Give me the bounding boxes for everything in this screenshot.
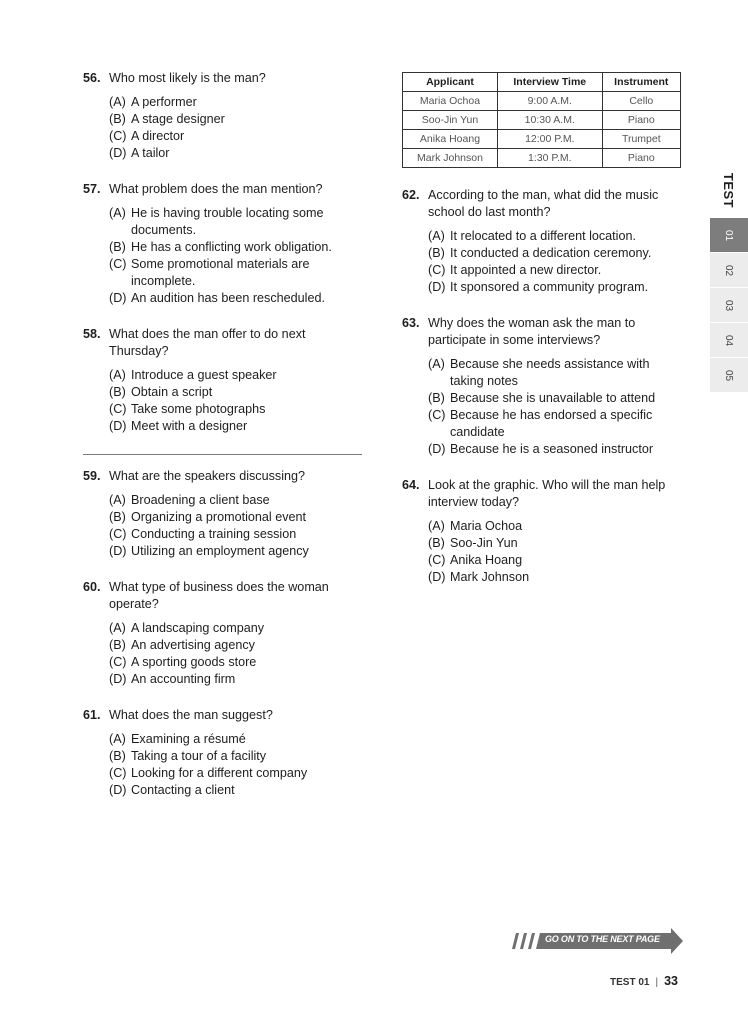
tab-test-04[interactable] [710, 323, 748, 357]
question-text: Look at the graphic. Who will the man help interview today? [428, 478, 666, 509]
option-text: Because he is a seasoned instructor [450, 442, 654, 456]
answer-option [109, 731, 363, 748]
option-letter: (C) [428, 408, 446, 422]
option-letter: (A) [428, 229, 445, 243]
option-text: A director [131, 129, 185, 143]
answer-option [109, 509, 363, 526]
section-divider [83, 454, 362, 455]
answer-option [109, 765, 363, 782]
option-letter: (D) [109, 419, 127, 433]
answer-option [109, 401, 363, 418]
option-text: Obtain a script [131, 385, 213, 399]
question-number: 59. [83, 469, 101, 483]
tab-test-05[interactable] [710, 358, 748, 392]
table-header-row [403, 73, 681, 92]
option-letter: (B) [109, 112, 126, 126]
answer-option [109, 128, 363, 145]
answer-option [428, 407, 682, 441]
table-cell: Maria Ochoa [403, 92, 498, 111]
table-cell: Piano [602, 149, 680, 168]
answer-option [109, 367, 363, 384]
table-header-cell: Interview Time [497, 73, 602, 92]
question-number: 62. [402, 188, 420, 202]
option-letter: (B) [109, 749, 126, 763]
option-text: A landscaping company [131, 621, 265, 635]
option-letter: (B) [109, 510, 126, 524]
question-text: Why does the woman ask the man to participate in some interviews? [428, 316, 636, 347]
option-letter: (D) [109, 672, 127, 686]
tab-test-03[interactable] [710, 288, 748, 322]
table-row [403, 149, 681, 168]
option-letter: (C) [109, 527, 127, 541]
answer-option [109, 637, 363, 654]
option-text: Utilizing an employment agency [131, 544, 309, 558]
answer-option [109, 782, 363, 799]
option-text: Take some photographs [131, 402, 266, 416]
answer-option [109, 654, 363, 671]
option-text: Organizing a promotional event [131, 510, 307, 524]
table-cell: Soo-Jin Yun [403, 111, 498, 130]
option-letter: (B) [428, 246, 445, 260]
option-letter: (B) [428, 391, 445, 405]
table-cell: 9:00 A.M. [497, 92, 602, 111]
option-text: It conducted a dedication ceremony. [450, 246, 652, 260]
option-text: It sponsored a community program. [450, 280, 649, 294]
question-number: 64. [402, 478, 420, 492]
answer-option [109, 526, 363, 543]
answer-option [428, 552, 682, 569]
option-text: He is having trouble locating some documents. [131, 206, 324, 237]
tab-test-01[interactable] [710, 218, 748, 252]
option-letter: (C) [109, 257, 127, 271]
option-text: Soo-Jin Yun [450, 536, 518, 550]
question-number: 61. [83, 708, 101, 722]
answer-option [109, 205, 363, 239]
option-text: Maria Ochoa [450, 519, 523, 533]
option-text: Because she is unavailable to attend [450, 391, 656, 405]
option-letter: (C) [109, 402, 127, 416]
option-text: Taking a tour of a facility [131, 749, 267, 763]
question-number: 57. [83, 182, 101, 196]
option-text: Looking for a different company [131, 766, 308, 780]
option-text: Meet with a designer [131, 419, 248, 433]
option-letter: (C) [428, 263, 446, 277]
question-number: 56. [83, 71, 101, 85]
table-row [403, 92, 681, 111]
answer-option [109, 418, 363, 435]
option-letter: (A) [109, 621, 126, 635]
interview-schedule-table [402, 72, 681, 168]
answer-option [428, 535, 682, 552]
table-cell: Anika Hoang [403, 130, 498, 149]
option-text: An accounting firm [131, 672, 236, 686]
answer-option [109, 671, 363, 688]
question [83, 707, 363, 799]
option-text: Mark Johnson [450, 570, 530, 584]
option-letter: (A) [109, 732, 126, 746]
question [402, 315, 682, 458]
go-next-page-text: GO ON TO THE NEXT PAGE [545, 934, 660, 944]
left-column [83, 70, 363, 818]
option-text: He has a conflicting work obligation. [131, 240, 332, 254]
option-text: An audition has been rescheduled. [131, 291, 325, 305]
option-text: Because she needs assistance with taking notes [450, 357, 650, 388]
option-letter: (A) [109, 95, 126, 109]
option-text: A sporting goods store [131, 655, 257, 669]
option-letter: (A) [109, 493, 126, 507]
option-letter: (C) [109, 766, 127, 780]
answer-option [428, 245, 682, 262]
option-letter: (D) [428, 570, 446, 584]
option-letter: (D) [109, 783, 127, 797]
answer-option [428, 518, 682, 535]
option-letter: (D) [109, 146, 127, 160]
answer-option [109, 748, 363, 765]
stripe-mark [512, 933, 519, 949]
option-letter: (A) [109, 206, 126, 220]
option-letter: (B) [109, 638, 126, 652]
answer-option [109, 620, 363, 637]
option-text: Introduce a guest speaker [131, 368, 277, 382]
table-header-cell: Applicant [403, 73, 498, 92]
answer-option [428, 390, 682, 407]
option-letter: (A) [428, 357, 445, 371]
answer-option [109, 111, 363, 128]
page-footer [580, 972, 678, 990]
answer-option [109, 145, 363, 162]
answer-option [109, 239, 363, 256]
question [83, 181, 363, 307]
table-cell: Trumpet [602, 130, 680, 149]
option-letter: (D) [109, 291, 127, 305]
question [83, 326, 363, 435]
option-text: A stage designer [131, 112, 225, 126]
question-text: What does the man suggest? [109, 708, 273, 722]
table-cell: 10:30 A.M. [497, 111, 602, 130]
option-letter: (A) [109, 368, 126, 382]
table-cell: Piano [602, 111, 680, 130]
option-text: Because he has endorsed a specific candidate [450, 408, 653, 439]
option-letter: (B) [109, 385, 126, 399]
right-column [402, 70, 682, 605]
answer-option [428, 356, 682, 390]
question [83, 70, 363, 162]
option-text: Anika Hoang [450, 553, 523, 567]
answer-option [109, 290, 363, 307]
question-text: What problem does the man mention? [109, 182, 323, 196]
page-number: 33 [664, 974, 678, 988]
option-text: An advertising agency [131, 638, 255, 652]
stripe-mark [520, 933, 527, 949]
question-group-a [83, 70, 363, 435]
answer-option [428, 441, 682, 458]
table-cell: 12:00 P.M. [497, 130, 602, 149]
option-letter: (B) [109, 240, 126, 254]
footer-separator: | [655, 977, 659, 988]
tab-label: 04 [723, 334, 735, 346]
answer-option [109, 492, 363, 509]
answer-option [428, 262, 682, 279]
stripe-mark [528, 933, 535, 949]
question-number: 60. [83, 580, 101, 594]
test-section-label: TEST [721, 172, 737, 208]
question [83, 579, 363, 688]
question-text: What are the speakers discussing? [109, 469, 306, 483]
option-text: Examining a résumé [131, 732, 246, 746]
answer-option [428, 569, 682, 586]
question-number: 63. [402, 316, 420, 330]
option-letter: (D) [109, 544, 127, 558]
tab-label: 03 [723, 299, 735, 311]
option-letter: (D) [428, 442, 446, 456]
table-cell: 1:30 P.M. [497, 149, 602, 168]
option-letter: (C) [109, 655, 127, 669]
question-text: What does the man offer to do next Thursday? [109, 327, 306, 358]
table-row [403, 111, 681, 130]
tab-label: 01 [723, 229, 735, 241]
option-text: Conducting a training session [131, 527, 297, 541]
table-cell: Cello [602, 92, 680, 111]
option-text: Broadening a client base [131, 493, 270, 507]
option-text: It appointed a new director. [450, 263, 602, 277]
table-cell: Mark Johnson [403, 149, 498, 168]
option-text: Contacting a client [131, 783, 235, 797]
table-header-cell: Instrument [602, 73, 680, 92]
option-letter: (D) [428, 280, 446, 294]
option-letter: (B) [428, 536, 445, 550]
answer-option [428, 228, 682, 245]
answer-option [109, 94, 363, 111]
option-text: A performer [131, 95, 197, 109]
option-letter: (A) [428, 519, 445, 533]
go-next-page-banner [508, 928, 683, 954]
question [83, 468, 363, 560]
tab-test-02[interactable] [710, 253, 748, 287]
answer-option [109, 543, 363, 560]
option-text: It relocated to a different location. [450, 229, 636, 243]
question-group-b [83, 468, 363, 799]
option-text: A tailor [131, 146, 170, 160]
answer-option [428, 279, 682, 296]
tab-label: 02 [723, 264, 735, 276]
option-letter: (C) [109, 129, 127, 143]
table-row [403, 130, 681, 149]
question [402, 477, 682, 586]
question-text: What type of business does the woman operate? [109, 580, 329, 611]
question-text: Who most likely is the man? [109, 71, 266, 85]
question [402, 187, 682, 296]
question-text: According to the man, what did the music school do last month? [428, 188, 659, 219]
answer-option [109, 384, 363, 401]
option-text: Some promotional materials are incomplete. [131, 257, 310, 288]
tab-label: 05 [723, 369, 735, 381]
footer-test-label: TEST 01 [610, 977, 650, 988]
answer-option [109, 256, 363, 290]
question-number: 58. [83, 327, 101, 341]
option-letter: (C) [428, 553, 446, 567]
